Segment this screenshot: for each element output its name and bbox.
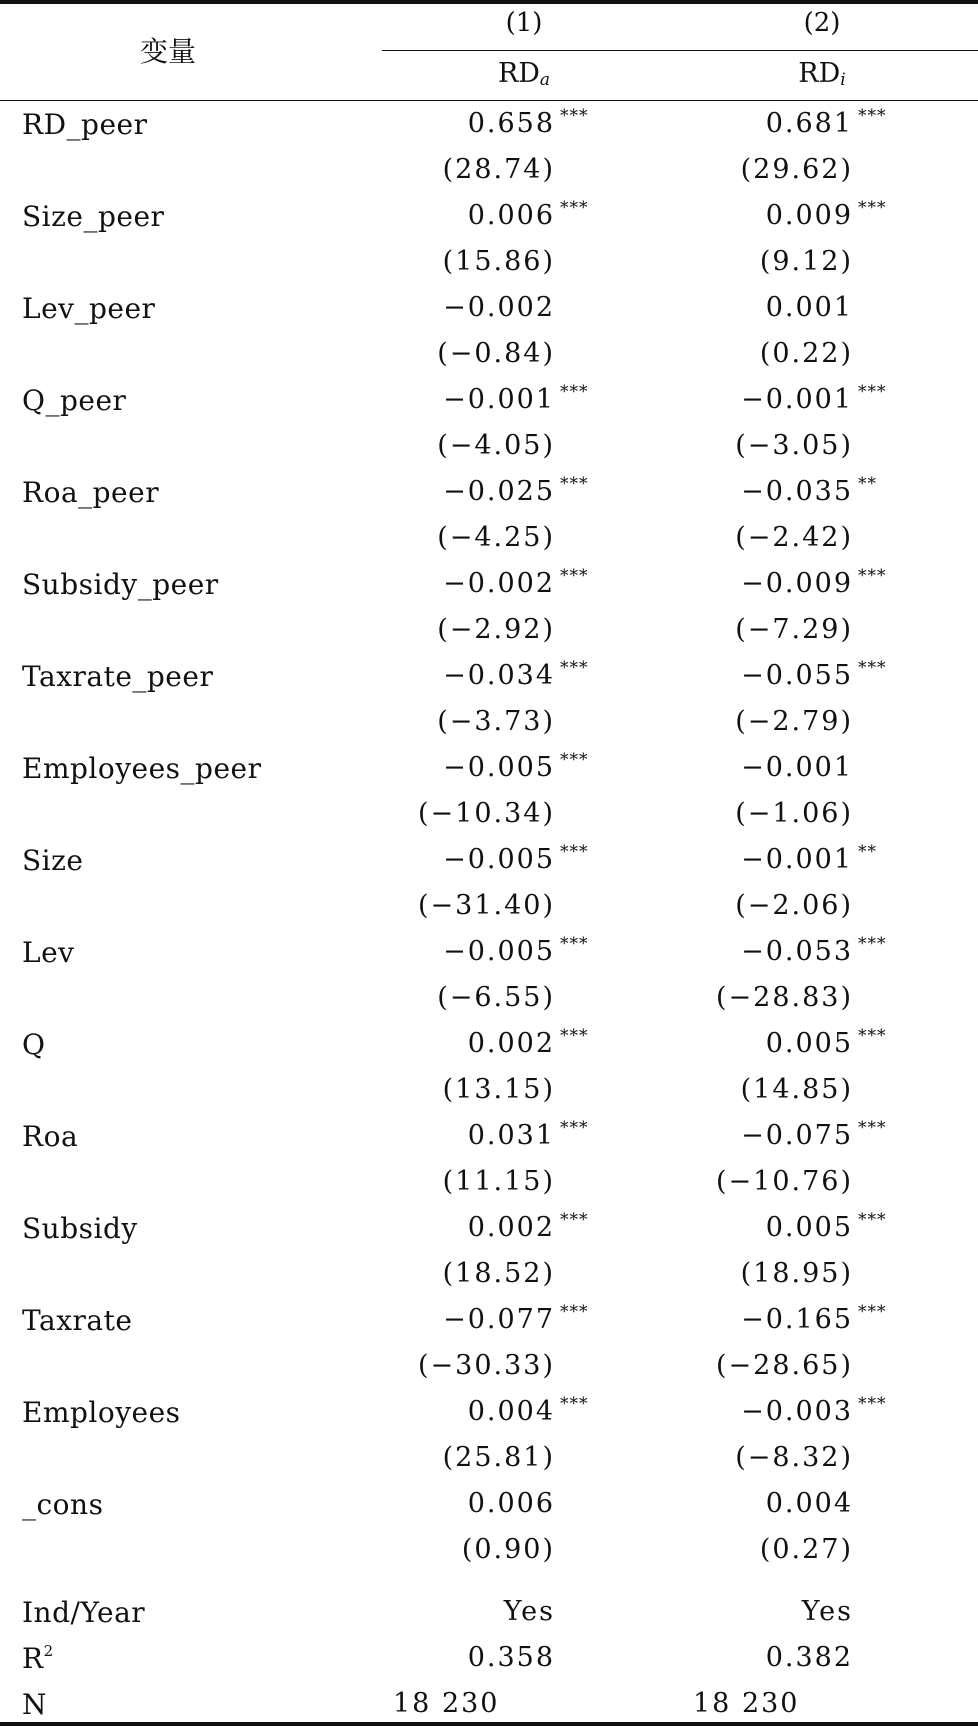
coef-col2: −0.001 [741, 384, 853, 415]
coef-col2: −0.003 [741, 1396, 853, 1427]
variable-label: Q_peer [22, 384, 127, 417]
footer-row-n [0, 1684, 978, 1730]
stars-col2: *** [858, 382, 887, 402]
stars-col1: *** [560, 198, 589, 218]
stars-col1: *** [560, 106, 589, 126]
tstat-col2: (0.27) [759, 1534, 853, 1565]
table-row-tstat [0, 702, 978, 748]
coef-col1: −0.001 [443, 384, 555, 415]
table-row [0, 288, 978, 334]
coef-col1: −0.025 [443, 476, 555, 507]
stars-col1: *** [560, 658, 589, 678]
stars-col1: *** [560, 842, 589, 862]
table-row-tstat [0, 1162, 978, 1208]
stars-col1: *** [560, 934, 589, 954]
variable-label: Taxrate [22, 1304, 133, 1337]
stars-col2: ** [858, 842, 877, 862]
table-row [0, 196, 978, 242]
footer-row-r2 [0, 1638, 978, 1684]
variable-label: Employees_peer [22, 752, 262, 785]
coef-col2: −0.001 [741, 844, 853, 875]
tstat-col2: (−1.06) [735, 798, 853, 829]
column-2-dep-main: RD [798, 58, 841, 89]
table-top-rule [0, 0, 978, 4]
tstat-col1: (13.15) [442, 1074, 555, 1105]
coef-col2: 0.005 [765, 1028, 853, 1059]
table-row [0, 564, 978, 610]
footer-col2-value: Yes [801, 1596, 853, 1627]
tstat-col2: (−7.29) [735, 614, 853, 645]
tstat-col2: (14.85) [740, 1074, 853, 1105]
tstat-col1: (25.81) [442, 1442, 555, 1473]
coef-col2: −0.009 [741, 568, 853, 599]
stars-col2: *** [858, 658, 887, 678]
coef-col2: −0.055 [741, 660, 853, 691]
coef-col2: 0.009 [765, 200, 853, 231]
stars-col2: *** [858, 106, 887, 126]
variable-label: Size_peer [22, 200, 165, 233]
tstat-col2: (−8.32) [735, 1442, 853, 1473]
table-row-tstat [0, 1438, 978, 1484]
column-2-dependent [722, 58, 922, 90]
stars-col2: *** [858, 1394, 887, 1414]
footer-col1-value: 0.358 [467, 1642, 555, 1673]
tstat-col1: (15.86) [442, 246, 555, 277]
stars-col2: *** [858, 1026, 887, 1046]
table-row [0, 656, 978, 702]
table-row-tstat [0, 978, 978, 1024]
coef-col2: 0.005 [765, 1212, 853, 1243]
tstat-col2: (29.62) [740, 154, 853, 185]
stars-col1: *** [560, 474, 589, 494]
table-row-tstat [0, 794, 978, 840]
tstat-col1: (18.52) [442, 1258, 555, 1289]
table-row-tstat [0, 518, 978, 564]
stars-col1: *** [560, 1302, 589, 1322]
variable-label: Subsidy_peer [22, 568, 219, 601]
tstat-col1: (−0.84) [437, 338, 555, 369]
tstat-col1: (−31.40) [418, 890, 555, 921]
stars-col1: *** [560, 566, 589, 586]
footer-label [22, 1642, 54, 1675]
coef-col2: 0.681 [765, 108, 853, 139]
variable-label: RD_peer [22, 108, 148, 141]
variable-label: Taxrate_peer [22, 660, 214, 693]
tstat-col2: (−2.42) [735, 522, 853, 553]
table-row [0, 1208, 978, 1254]
footer-row-ind-year [0, 1592, 978, 1638]
coef-col1: −0.002 [443, 568, 555, 599]
tstat-col2: (−3.05) [735, 430, 853, 461]
coef-col2: 0.001 [765, 292, 853, 323]
footer-col2-value: 18 230 [693, 1688, 800, 1719]
variable-label: Lev [22, 936, 75, 969]
tstat-col2: (−28.83) [716, 982, 853, 1013]
coef-col1: 0.002 [467, 1028, 555, 1059]
footer-col1-value: 18 230 [393, 1688, 500, 1719]
table-row [0, 1392, 978, 1438]
tstat-col1: (0.90) [461, 1534, 555, 1565]
coef-col1: −0.002 [443, 292, 555, 323]
variable-label: Roa [22, 1120, 79, 1153]
column-2-dep-sub: i [840, 70, 846, 90]
table-row [0, 748, 978, 794]
coef-col1: −0.005 [443, 752, 555, 783]
table-row-tstat [0, 1070, 978, 1116]
variable-label: Roa_peer [22, 476, 160, 509]
header-bottom-rule [0, 100, 978, 101]
table-row [0, 840, 978, 886]
table-row-tstat [0, 886, 978, 932]
tstat-col1: (−10.34) [418, 798, 555, 829]
table-row-tstat [0, 334, 978, 380]
column-1-dependent [424, 58, 624, 90]
tstat-col2: (−2.79) [735, 706, 853, 737]
stars-col1: *** [560, 382, 589, 402]
tstat-col2: (0.22) [759, 338, 853, 369]
table-row-tstat [0, 426, 978, 472]
tstat-col2: (−2.06) [735, 890, 853, 921]
variable-label: Q [22, 1028, 46, 1061]
coef-col2: −0.001 [741, 752, 853, 783]
tstat-col1: (−4.25) [437, 522, 555, 553]
tstat-col1: (−3.73) [437, 706, 555, 737]
coef-col1: −0.005 [443, 936, 555, 967]
r2-label-sup: 2 [43, 1642, 54, 1660]
coef-col2: 0.004 [765, 1488, 853, 1519]
coef-col2: −0.165 [741, 1304, 853, 1335]
table-row-tstat [0, 242, 978, 288]
column-2-number: (2) [803, 8, 841, 38]
header-sub-rule [382, 50, 978, 51]
variable-label: Lev_peer [22, 292, 156, 325]
tstat-col1: (28.74) [442, 154, 555, 185]
variable-label: _cons [22, 1488, 104, 1521]
table-row [0, 104, 978, 150]
stars-col1: *** [560, 750, 589, 770]
table-row-tstat [0, 610, 978, 656]
tstat-col2: (−10.76) [716, 1166, 853, 1197]
column-1-dep-main: RD [497, 58, 540, 89]
tstat-col1: (−4.05) [437, 430, 555, 461]
tstat-col1: (−2.92) [437, 614, 555, 645]
variable-label: Subsidy [22, 1212, 138, 1245]
stars-col2: *** [858, 1302, 887, 1322]
stars-col2: *** [858, 1210, 887, 1230]
table-row [0, 932, 978, 978]
table-row-tstat [0, 1530, 978, 1576]
stars-col2: ** [858, 474, 877, 494]
variable-label: Employees [22, 1396, 181, 1429]
footer-col1-value: Yes [503, 1596, 555, 1627]
table-row [0, 380, 978, 426]
tstat-col2: (−28.65) [716, 1350, 853, 1381]
coef-col1: −0.005 [443, 844, 555, 875]
coef-col1: −0.034 [443, 660, 555, 691]
stars-col1: *** [560, 1394, 589, 1414]
footer-label: N [22, 1688, 47, 1721]
stars-col1: *** [560, 1026, 589, 1046]
coef-col1: 0.004 [467, 1396, 555, 1427]
tstat-col2: (18.95) [740, 1258, 853, 1289]
footer-col2-value: 0.382 [765, 1642, 853, 1673]
footer-label: Ind/Year [22, 1596, 146, 1629]
table-row-tstat [0, 1254, 978, 1300]
coef-col1: −0.077 [443, 1304, 555, 1335]
column-1-number: (1) [505, 8, 543, 38]
variable-label: Size [22, 844, 84, 877]
coef-col2: −0.075 [741, 1120, 853, 1151]
coef-col1: 0.006 [467, 1488, 555, 1519]
table-row [0, 472, 978, 518]
stars-col2: *** [858, 198, 887, 218]
coef-col1: 0.002 [467, 1212, 555, 1243]
coef-col2: −0.035 [741, 476, 853, 507]
tstat-col1: (−30.33) [418, 1350, 555, 1381]
table-row [0, 1484, 978, 1530]
column-1-dep-sub: a [539, 70, 551, 90]
stars-col2: *** [858, 1118, 887, 1138]
coef-col1: 0.658 [467, 108, 555, 139]
coef-col1: 0.006 [467, 200, 555, 231]
r2-label-main: R [22, 1642, 44, 1675]
tstat-col1: (11.15) [442, 1166, 555, 1197]
stars-col2: *** [858, 566, 887, 586]
coef-col1: 0.031 [467, 1120, 555, 1151]
table-row [0, 1300, 978, 1346]
table-row-tstat [0, 1346, 978, 1392]
table-row-tstat [0, 150, 978, 196]
tstat-col1: (−6.55) [437, 982, 555, 1013]
table-row [0, 1116, 978, 1162]
table-row [0, 1024, 978, 1070]
stars-col2: *** [858, 934, 887, 954]
stars-col1: *** [560, 1210, 589, 1230]
coef-col2: −0.053 [741, 936, 853, 967]
variable-header: 变量 [140, 35, 197, 68]
stars-col1: *** [560, 1118, 589, 1138]
tstat-col2: (9.12) [759, 246, 853, 277]
